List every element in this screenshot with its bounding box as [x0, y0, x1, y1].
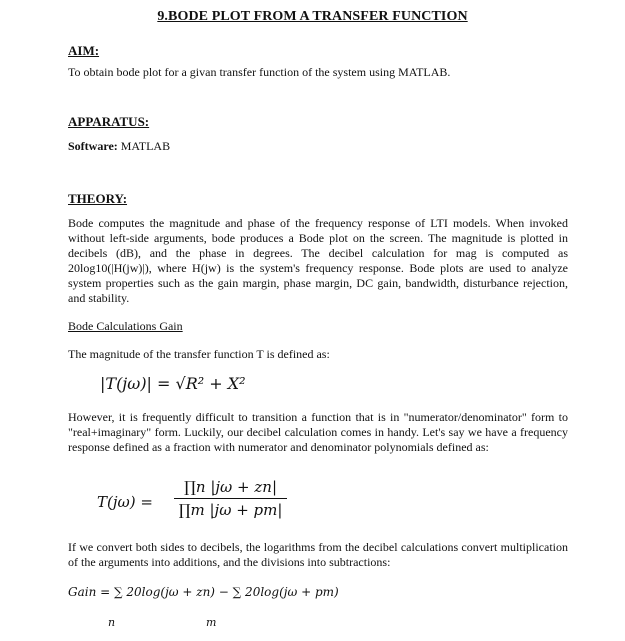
fraction-denominator: ∏m |jω + pm| — [178, 501, 283, 519]
convert-paragraph: If we convert both sides to decibels, the logarithms from the decibel calculations convert multiplication of the arguments into additions, and the divisions into subtractions: — [68, 540, 568, 569]
transfer-function-lhs: T(jω) = — [97, 493, 153, 511]
theory-heading: THEORY: — [68, 191, 128, 206]
sum-limit-m: m — [206, 616, 217, 629]
aim-heading: AIM: — [68, 43, 100, 58]
gain-formula: Gain = ∑ 20log(jω + zn) − ∑ 20log(jω + pm) — [68, 585, 339, 599]
theory-paragraph: Bode computes the magnitude and phase of the frequency response of LTI models. When invoked without left-side arguments, bode produces a Bode plot on the screen. The magnitude is plotted in decibels (dB), and the phase in degrees. The decibel calculation for mag is computed as 20log10(|H(jw)|), where H(jw) is the system's frequency response. Bode plots are used to analyze system properties such as the gain margin, phase margin, DC gain, bandwidth, disturbance rejection, and stability. — [68, 216, 568, 305]
gain-subheading: Bode Calculations Gain — [68, 319, 183, 333]
magnitude-equation: |T(jω)| = √R² + X² — [100, 374, 246, 393]
software-line — [68, 139, 170, 154]
magnitude-intro: The magnitude of the transfer function T is defined as: — [68, 347, 330, 361]
sum-limit-n: n — [108, 616, 116, 629]
transfer-function-fraction — [172, 478, 289, 519]
page-title: 9.BODE PLOT FROM A TRANSFER FUNCTION — [157, 9, 468, 24]
apparatus-heading: APPARATUS: — [68, 114, 150, 129]
aim-text: To obtain bode plot for a givan transfer function of the system using MATLAB. — [68, 65, 451, 79]
fraction-paragraph: However, it is frequently difficult to transition a function that is in "numerator/denominator" form to "real+imaginary" form. Luckily, our decibel calculation comes in handy. Let's say we have a frequency response defined as a fraction with numerator and denominator polynomials defined as: — [68, 410, 568, 454]
fraction-numerator: ∏n |jω + zn| — [183, 478, 278, 496]
page-cut-artifact — [0, 634, 625, 641]
software-value: MATLAB — [120, 139, 171, 153]
software-label: Software: — [68, 139, 118, 153]
